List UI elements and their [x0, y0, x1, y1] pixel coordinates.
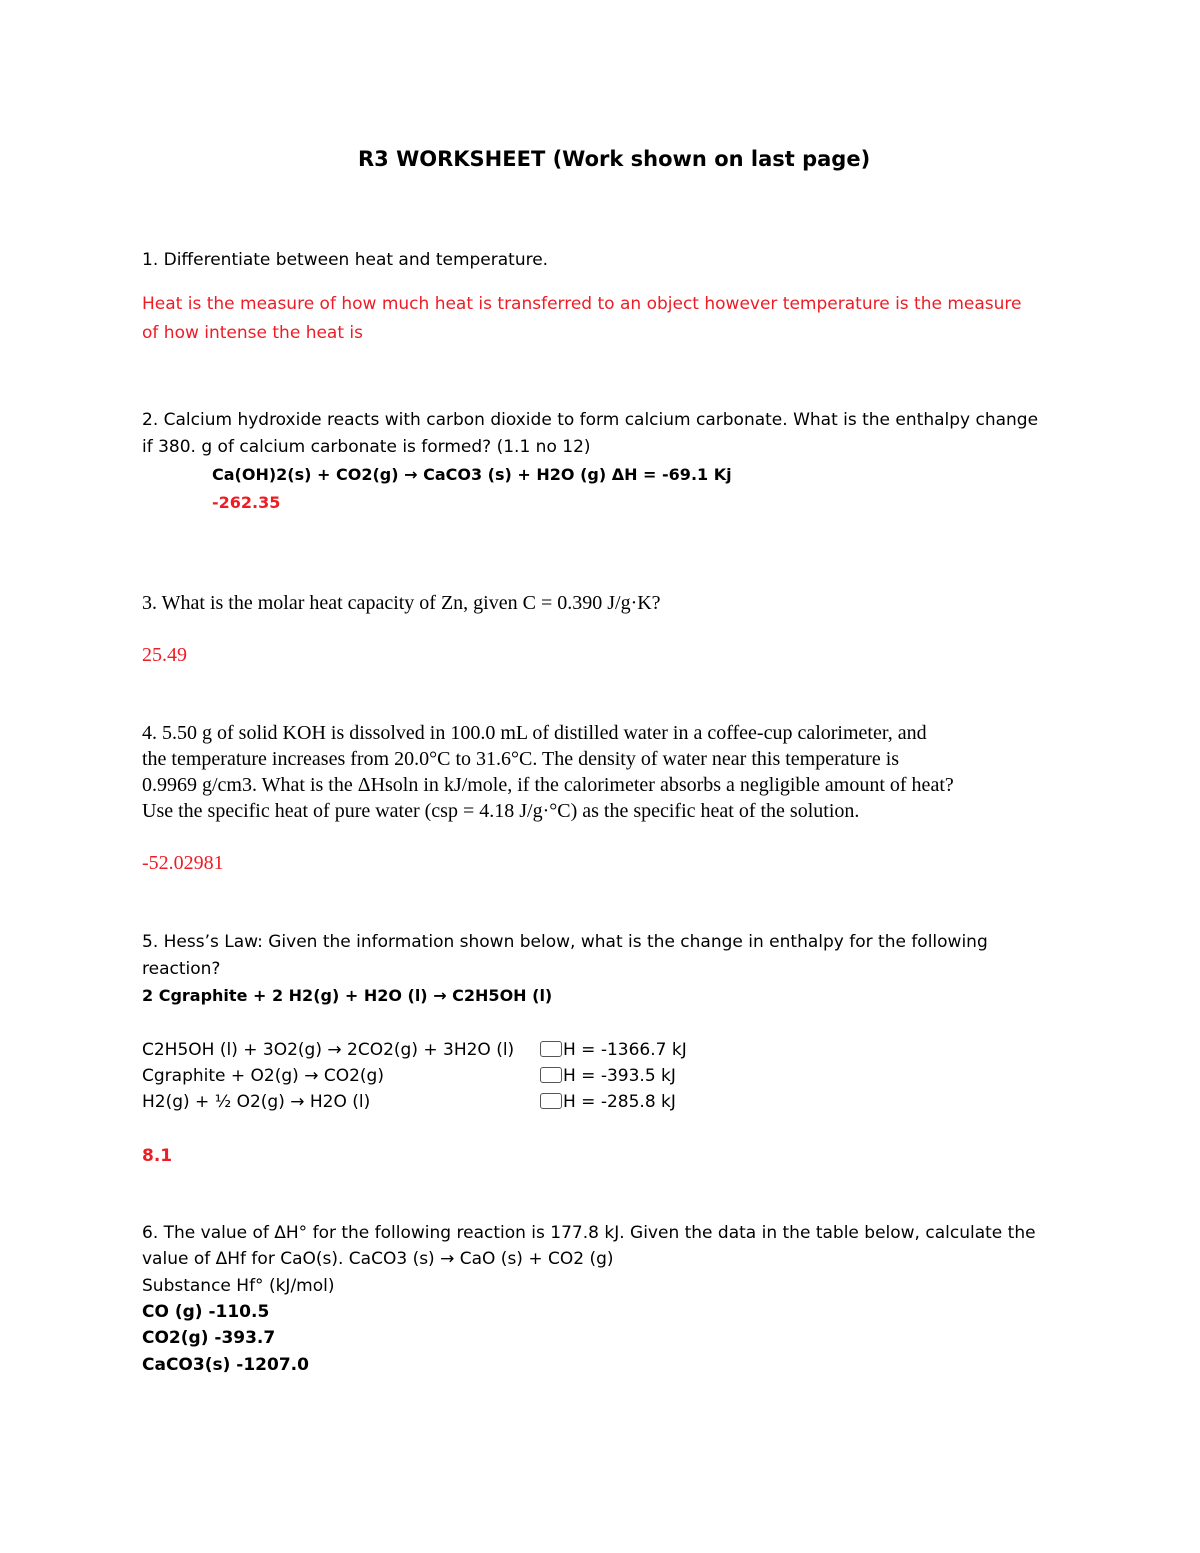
- q4-line1: 4. 5.50 g of solid KOH is dissolved in 100.0 mL of distilled water in a coffee-cup calorimeter, and: [142, 722, 927, 744]
- q6-table-row: CO2(g) -393.7: [142, 1328, 276, 1348]
- q5-question-line2: reaction?: [142, 959, 221, 979]
- q4-line2: the temperature increases from 20.0°C to 31.6°C. The density of water near this temperature is: [142, 748, 900, 770]
- q6-table-header: Substance Hf° (kJ/mol): [142, 1276, 335, 1296]
- q4-answer: -52.02981: [142, 852, 224, 874]
- q2-answer: -262.35: [212, 493, 281, 512]
- q5-reaction-1: C2H5OH (l) + 3O2(g) → 2CO2(g) + 3H2O (l): [142, 1040, 515, 1060]
- q2-question-line1: 2. Calcium hydroxide reacts with carbon dioxide to form calcium carbonate. What is the enthalpy change: [142, 410, 1039, 430]
- q4-line4: Use the specific heat of pure water (csp = 4.18 J/g·°C) as the specific heat of the solution.: [142, 800, 860, 822]
- q5-question-line1: 5. Hess’s Law: Given the information shown below, what is the change in enthalpy for the following: [142, 932, 988, 952]
- q5-target-reaction: 2 Cgraphite + 2 H2(g) + H2O (l) → C2H5OH (l): [142, 986, 553, 1005]
- q4-line3: 0.9969 g/cm3. What is the ΔHsoln in kJ/mole, if the calorimeter absorbs a negligible amount of heat?: [142, 774, 954, 796]
- q6-table-row: CO (g) -110.5: [142, 1302, 270, 1322]
- q6-table-row: CaCO3(s) -1207.0: [142, 1355, 309, 1375]
- q6-question-line2: value of ΔHf for CaO(s). CaCO3 (s) → CaO (s) + CO2 (g): [142, 1249, 614, 1269]
- q5-reaction-1-dh: H = -1366.7 kJ: [540, 1040, 687, 1060]
- q5-reaction-2: Cgraphite + O2(g) → CO2(g): [142, 1066, 384, 1086]
- page-title: R3 WORKSHEET (Work shown on last page): [358, 147, 871, 171]
- q5-reaction-3-dh: H = -285.8 kJ: [540, 1092, 676, 1112]
- q3-question: 3. What is the molar heat capacity of Zn, given C = 0.390 J/g·K?: [142, 592, 661, 614]
- q2-equation: Ca(OH)2(s) + CO2(g) → CaCO3 (s) + H2O (g) ΔH = -69.1 Kj: [212, 465, 732, 484]
- q1-answer-line2: of how intense the heat is: [142, 323, 363, 343]
- q5-reaction-2-dh: H = -393.5 kJ: [540, 1066, 676, 1086]
- q1-question: 1. Differentiate between heat and temperature.: [142, 250, 549, 270]
- q5-reaction-3: H2(g) + ½ O2(g) → H2O (l): [142, 1092, 371, 1112]
- q5-answer: 8.1: [142, 1146, 173, 1166]
- delta-symbol-icon: [540, 1067, 562, 1083]
- q6-question-line1: 6. The value of ΔH° for the following reaction is 177.8 kJ. Given the data in the table below, calculate the: [142, 1223, 1036, 1243]
- delta-symbol-icon: [540, 1041, 562, 1057]
- q2-question-line2: if 380. g of calcium carbonate is formed? (1.1 no 12): [142, 437, 591, 457]
- delta-symbol-icon: [540, 1093, 562, 1109]
- q3-answer: 25.49: [142, 644, 187, 666]
- q1-answer-line1: Heat is the measure of how much heat is transferred to an object however temperature is the measure: [142, 294, 1022, 314]
